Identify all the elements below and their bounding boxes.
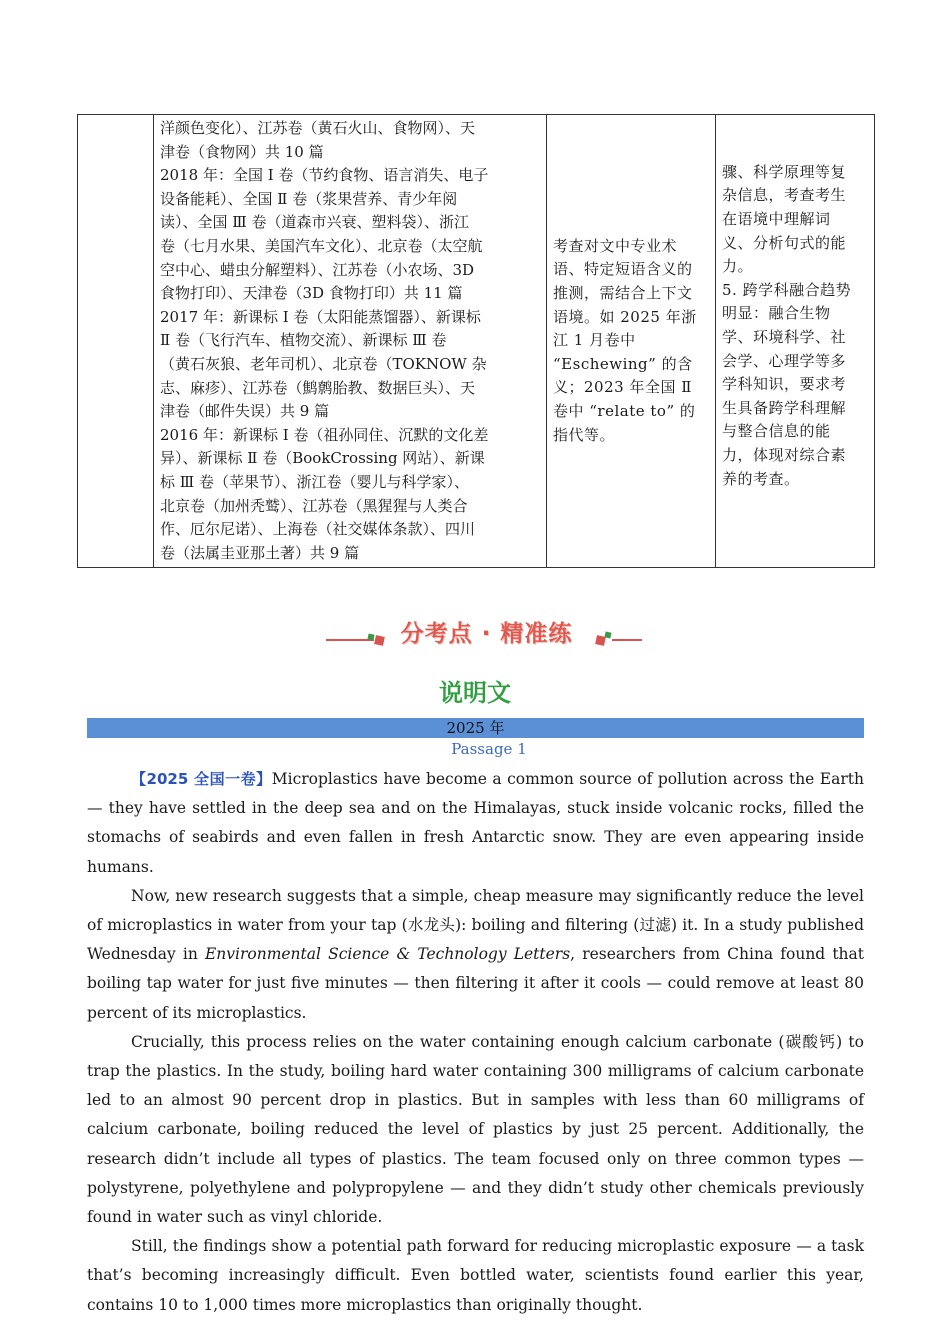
exam-list-line: 空中心、蜡虫分解塑料）、江苏卷（小农场、3D — [160, 260, 475, 279]
trend-line: 与整合信息的能 — [722, 422, 831, 441]
passage-body — [87, 765, 864, 1320]
cell-spacer — [722, 491, 868, 521]
banner-square-icon — [367, 633, 374, 640]
exam-list-line: 作、厄尔尼诺）、上海卷（社交媒体条款）、四川 — [160, 520, 476, 539]
exam-list-line: 洋颜色变化）、江苏卷（黄石火山、食物网）、天 — [160, 119, 476, 137]
trend-line: 力。 — [722, 257, 754, 276]
trend-line: 学科知识，要求考 — [722, 375, 847, 394]
trend-line: 生具备跨学科理解 — [722, 398, 847, 417]
exam-list-line: 异）、新课标 Ⅱ 卷（BookCrossing 网站）、新课 — [160, 449, 485, 468]
exam-list-line: 津卷（食物网）共 10 篇 — [160, 142, 324, 161]
skill-line: 语境。如 2025 年浙 — [553, 307, 697, 326]
exam-list-line: 志、麻疹）、江苏卷（鹪鹩胎教、数据巨头）、天 — [160, 378, 476, 397]
exam-list-line: 卷（七月水果、美国汽车文化）、北京卷（太空航 — [160, 236, 483, 255]
skill-line: “Eschewing” 的含 — [553, 354, 693, 373]
paragraph-text: Now, new research suggests that a simple, cheap measure may significantly reduce the level of microplastics in water from your tap (水龙头): boiling and filtering (过滤) it. In a study published Wednesday in — [87, 886, 864, 964]
paragraph-4: Still, the findings show a potential path forward for reducing microplastic exposure — a task that’s becoming increasingly difficult. Even bottled water, scientists found earlier this year, contains 10 to 1,000 times more microplastics than originally thought. — [87, 1237, 864, 1314]
journal-name: Environmental Science & Technology Letters — [204, 945, 571, 964]
exam-list-line: 北京卷（加州秃鹫）、江苏卷（黑猩猩与人类合 — [160, 496, 468, 515]
skill-line: 卷中 “relate to” 的 — [553, 401, 696, 420]
trend-line: 杂信息，考查考生 — [722, 186, 847, 205]
banner-title: 分考点 · 精准练 — [400, 621, 573, 647]
paragraph-text: Microplastics have become a common source of pollution across the Earth — they have settled in the deep sea and on the Himalayas, stuck inside volcanic rocks, filled the stomachs of seabirds and even fallen in fresh Antarctic snow. They are even appearing inside humans. — [87, 770, 864, 876]
skill-line: 指代等。 — [553, 425, 616, 444]
exam-list-line: 2017 年：新课标 Ⅰ 卷（太阳能蒸馏器）、新课标 — [160, 307, 481, 326]
paragraph-2 — [87, 882, 864, 1028]
banner-square-icon — [604, 631, 611, 638]
exam-list-line: 设备能耗）、全国 Ⅱ 卷（浆果营养、青少年阅 — [160, 189, 458, 208]
trend-line: 明显：融合生物 — [722, 304, 831, 323]
exam-list-line: 读）、全国 Ⅲ 卷（道森市兴衰、塑料袋）、浙江 — [160, 213, 470, 232]
trend-line: 在语境中理解词 — [722, 210, 831, 229]
skill-description-cell — [547, 115, 716, 568]
section-title: 说明文 — [439, 679, 511, 707]
exam-list-line: 2018 年：全国 Ⅰ 卷（节约食物、语言消失、电子 — [160, 166, 489, 185]
paragraph-1 — [87, 765, 864, 882]
exam-list-line: 食物打印）、天津卷（3D 食物打印）共 11 篇 — [160, 284, 463, 303]
trend-line: 义、分析句式的能 — [722, 233, 847, 252]
exam-list-line: Ⅱ 卷（飞行汽车、植物交流）、新课标 Ⅲ 卷 — [160, 331, 447, 350]
exam-source-tag: 【2025 全国一卷】 — [131, 770, 272, 788]
passage-label: Passage 1 — [451, 740, 527, 758]
trend-line: 学、环境科学、社 — [722, 328, 847, 346]
exam-list-line: 标 Ⅲ 卷（苹果节）、浙江卷（婴儿与科学家）、 — [160, 472, 470, 491]
banner-rule-right — [612, 639, 642, 641]
skill-line: 江 1 月卷中 — [553, 331, 636, 350]
exam-list-line: 2016 年：新课标 Ⅰ 卷（祖孙同住、沉默的文化差 — [160, 425, 489, 444]
exam-analysis-table — [77, 114, 875, 568]
trend-line: 养的考查。 — [722, 469, 800, 488]
trend-line: 5. 跨学科融合趋势 — [722, 280, 852, 299]
trend-line: 会学、心理学等多 — [722, 351, 847, 370]
skill-line: 义；2023 年全国 Ⅱ — [553, 378, 692, 397]
trend-line: 力，体现对综合素 — [722, 445, 847, 464]
paragraph-text: , researchers from China found that boiling tap water for just five minutes — then filtering it after it cools — could remove at least 80 percent of its microplastics. — [87, 945, 865, 1022]
skill-line: 语、特定短语含义的 — [553, 260, 693, 279]
exam-list-cell — [154, 115, 547, 568]
year-bar: 2025 年 — [87, 718, 864, 738]
paragraph-3: Crucially, this process relies on the water containing enough calcium carbonate (碳酸钙) to trap the plastics. In the study, boiling hard water containing 300 milligrams of calcium carbonate led to an almost 90 percent drop in plastics. But in samples with less than 60 milligrams of calcium carbonate, boiling reduced the level of plastics by just 25 percent. Additionally, the research didn’t include all types of plastics. The team focused only on three common types — polystyrene, polyethylene and polypropylene — and they didn’t study other chemicals previously found in water such as vinyl chloride. — [87, 1032, 864, 1227]
exam-list-line: 津卷（邮件失误）共 9 篇 — [160, 402, 330, 421]
skill-line: 推测，需结合上下文 — [553, 284, 693, 303]
exam-list-line: （黄石灰狼、老年司机）、北京卷（TOKNOW 杂 — [160, 354, 487, 373]
skill-line: 考查对文中专业术 — [553, 236, 678, 255]
trend-line: 骤、科学原理等复 — [722, 162, 847, 181]
exam-list-line: 卷（法属圭亚那土著）共 9 篇 — [160, 543, 360, 562]
empty-category-cell — [78, 115, 154, 568]
section-banner — [320, 612, 645, 652]
trend-cell — [716, 115, 875, 568]
table-row — [78, 115, 875, 568]
